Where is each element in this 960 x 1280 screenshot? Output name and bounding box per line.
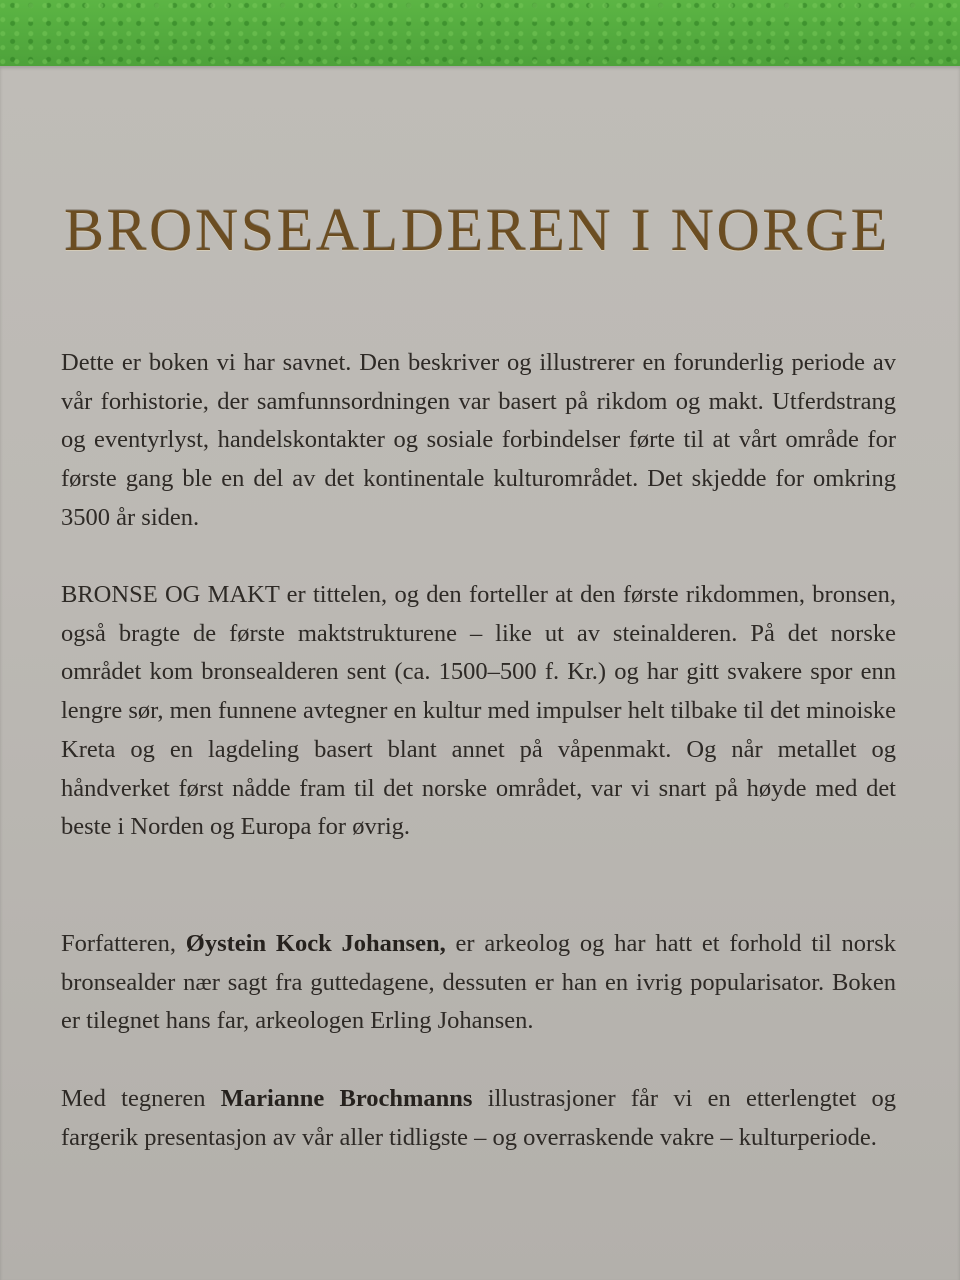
author-name: Øystein Kock Johansen, [185,930,446,957]
author-intro-text: Forfatteren, [61,930,186,957]
illustrator-description-text: illustrasjoner får vi en etterlengtet og fargerik presentasjon av vår aller tidligste – og overraskende vakre – kulturperiode. [61,1085,897,1151]
blurb-paragraph-bronse-og-makt: BRONSE OG MAKT er tittelen, og den forteller at den første rikdommen, bronsen, også bragte de første maktstrukturene – like ut av steinalderen. På det norske området kom bronsealderen sent (ca. 1500–500 f. Kr.) og har gitt svakere spor enn lengre sør, men funnene avtegner en kultur med impulser helt tilbake til det minoiske Kreta og en lagdeling basert blant annet på våpenmakt. Og når metallet og håndverket først nådde fram til det norske området, var vi snart på høyde med det beste i Norden og Europa for øvrig. [61,581,896,841]
book-title: BRONSEALDEREN I NORGE [64,197,890,263]
illustrator-name: Marianne Brochmanns [220,1085,473,1112]
blurb-paragraph-illustrator [61,1080,896,1157]
illustrator-intro-text: Med tegneren [61,1085,221,1112]
blurb-paragraph-intro: Dette er boken vi har savnet. Den beskriver og illustrerer en forunderlig periode av vår forhistorie, der samfunnsordningen var basert på rikdom og makt. Utferdstrang og eventyrlyst, handelskontakter og sosiale forbindelser førte til at vårt område for første gang ble en del av det kontinentale kulturområdet. Det skjedde for omkring 3500 år siden. [61,349,896,531]
blurb-paragraph-author [61,925,896,1041]
author-bio-text: er arkeolog og har hatt et forhold til norsk bronsealder nær sagt fra guttedagene, dessuten er han en ivrig popularisator. Boken er tilegnet hans far, arkeologen Erling Johansen. [61,930,896,1035]
